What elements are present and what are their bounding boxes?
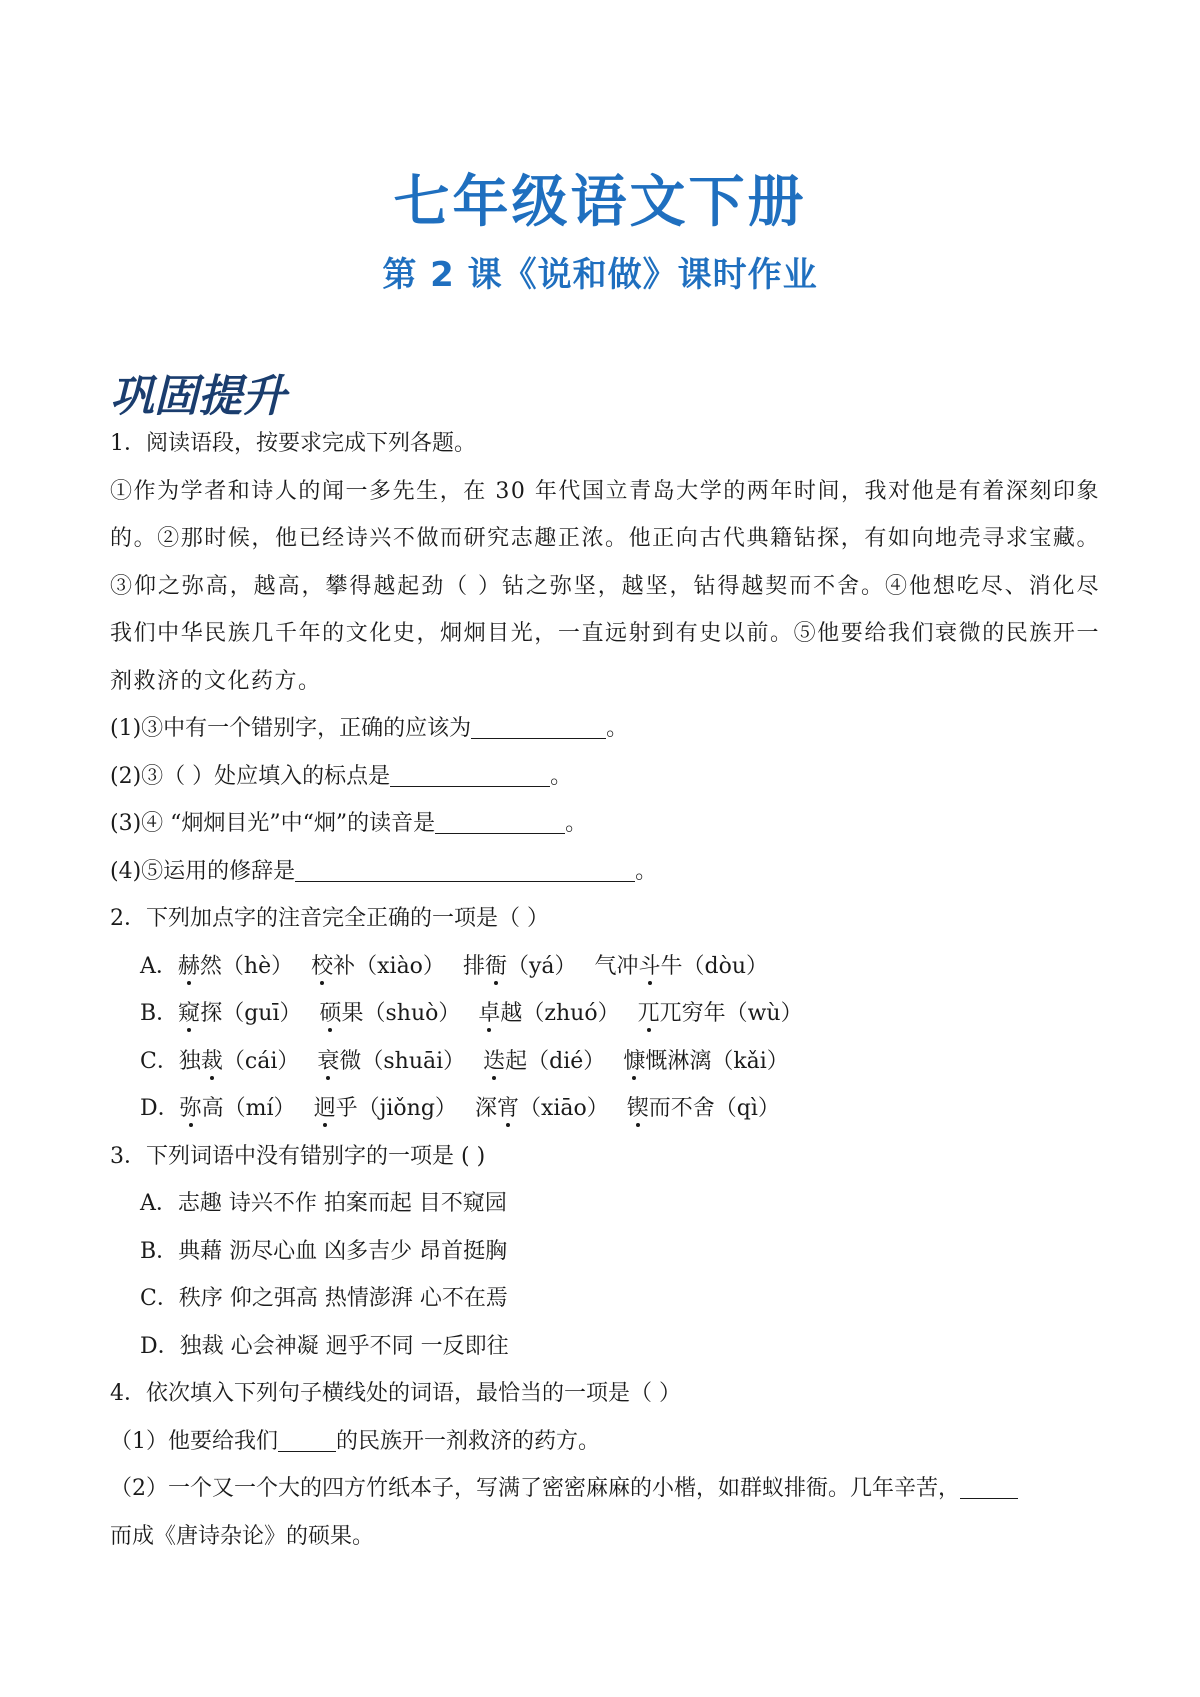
page-subtitle: 第 2 课《说和做》课时作业 bbox=[382, 255, 818, 295]
option-label: B． bbox=[140, 1238, 179, 1264]
q1-sub1-end: 。 bbox=[606, 716, 629, 741]
answer-blank[interactable] bbox=[435, 805, 565, 834]
q1-sub4-text: (4)⑤运用的修辞是 bbox=[110, 858, 296, 884]
option-label: B． bbox=[140, 1001, 179, 1026]
option-word: 兀兀穷年（wù） bbox=[637, 1001, 803, 1026]
emphasis-char: 校 bbox=[311, 953, 334, 979]
emphasis-char: 衰 bbox=[317, 1048, 340, 1074]
q2-option[interactable] bbox=[110, 990, 1100, 1038]
emphasis-char: 赫 bbox=[177, 953, 200, 979]
q3-options bbox=[110, 1180, 1100, 1370]
option-word: 衰微（shuāi） bbox=[317, 1048, 466, 1074]
q4-s1a: （1）他要给我们 bbox=[110, 1428, 278, 1454]
option-word: 排衙（yá） bbox=[462, 953, 577, 979]
q1-sub2 bbox=[110, 753, 1100, 801]
q2-stem: 2．下列加点字的注音完全正确的一项是（ ） bbox=[110, 906, 549, 931]
emphasis-char: 硕 bbox=[319, 1001, 342, 1026]
emphasis-char: 迭 bbox=[483, 1048, 506, 1074]
emphasis-char: 衙 bbox=[484, 953, 507, 979]
q1-passage: ①作为学者和诗人的闻一多先生，在 30 年代国立青岛大学的两年时间，我对他是有着深刻印象的。②那时候，他已经诗兴不做而研究志趣正浓。他正向古代典籍钻探，有如向地壳寻求宝藏。③仰之弥高，越高，攀得越起劲（ ）钻之弥坚，越坚，钻得越契而不舍。④他想吃尽、消化尽我们中华民族几千年的文化史，炯炯目光，一直远射到有史以前。⑤他要给我们衰微的民族开一剂救济的文化药方。 bbox=[110, 478, 1100, 694]
option-word: 硕果（shuò） bbox=[319, 1001, 461, 1026]
answer-blank[interactable] bbox=[390, 758, 550, 787]
questions-body bbox=[110, 420, 1100, 1560]
answer-blank[interactable] bbox=[471, 710, 606, 739]
q3-stem: 3．下列词语中没有错别字的一项是 ( ) bbox=[110, 1143, 486, 1169]
q3-option[interactable] bbox=[110, 1180, 1100, 1228]
option-word: 独裁（cái） bbox=[178, 1048, 300, 1074]
option-word: 弥高（mí） bbox=[179, 1096, 296, 1121]
q4-s2a: （2）一个又一个大的四方竹纸本子，写满了密密麻麻的小楷，如群蚁排衙。几年辛苦， bbox=[110, 1476, 960, 1501]
option-text: 典藉 沥尽心血 凶多吉少 昂首挺胸 bbox=[178, 1238, 508, 1264]
option-text: 独裁 心会神凝 迥乎不同 一反即往 bbox=[179, 1333, 509, 1359]
q1-sub1-text: (1)③中有一个错别字，正确的应该为 bbox=[110, 716, 472, 741]
option-word: 迥乎（jiǒng） bbox=[313, 1096, 457, 1121]
q2-option[interactable] bbox=[110, 1038, 1100, 1086]
q3-option[interactable] bbox=[110, 1323, 1100, 1371]
option-word: 迭起（dié） bbox=[483, 1048, 606, 1074]
option-label: C． bbox=[140, 1048, 179, 1074]
q4-sentence-2 bbox=[110, 1465, 1100, 1513]
emphasis-char: 锲 bbox=[626, 1096, 649, 1121]
q1-sub1 bbox=[110, 705, 1100, 753]
q1-sub3-text: (3)④ “炯炯目光”中“炯”的读音是 bbox=[110, 811, 436, 836]
q1-sub3 bbox=[110, 800, 1100, 848]
q4-stem: 4．依次填入下列句子横线处的词语，最恰当的一项是（ ） bbox=[110, 1381, 681, 1406]
option-word: 窥探（guī） bbox=[178, 1001, 302, 1026]
option-word: 赫然（hè） bbox=[177, 953, 294, 979]
option-word: 慷慨淋漓（kǎi） bbox=[623, 1048, 789, 1074]
q1-sub2-end: 。 bbox=[550, 763, 573, 789]
option-word: 锲而不舍（qì） bbox=[626, 1096, 780, 1121]
q1-sub3-end: 。 bbox=[565, 811, 588, 836]
section-heading: 巩固提升 bbox=[110, 371, 286, 422]
emphasis-char: 卓 bbox=[478, 1001, 501, 1026]
emphasis-char: 兀 bbox=[637, 1001, 660, 1026]
q1-sub2-text: (2)③（ ）处应填入的标点是 bbox=[110, 763, 391, 789]
option-text: 秩序 仰之弭高 热情澎湃 心不在焉 bbox=[178, 1286, 508, 1311]
q2-options bbox=[110, 943, 1100, 1133]
option-label: D． bbox=[140, 1096, 180, 1121]
q4-sentence-2-cont: 而成《唐诗杂论》的硕果。 bbox=[110, 1523, 375, 1549]
q2-option[interactable] bbox=[110, 943, 1100, 991]
emphasis-char: 裁 bbox=[200, 1048, 223, 1074]
q3-option[interactable] bbox=[110, 1275, 1100, 1323]
q2-option[interactable] bbox=[110, 1085, 1100, 1133]
option-label: C． bbox=[140, 1286, 179, 1311]
option-word: 深宵（xiāo） bbox=[474, 1096, 609, 1121]
emphasis-char: 迥 bbox=[313, 1096, 336, 1121]
option-text: 志趣 诗兴不作 拍案而起 目不窥园 bbox=[177, 1191, 507, 1216]
q4-s1b: 的民族开一剂救济的药方。 bbox=[336, 1428, 601, 1454]
page-title: 七年级语文下册 bbox=[393, 170, 807, 235]
emphasis-char: 宵 bbox=[496, 1096, 519, 1121]
option-word: 校补（xiào） bbox=[311, 953, 445, 979]
q1-sub4 bbox=[110, 848, 1100, 896]
emphasis-char: 斗 bbox=[638, 953, 661, 979]
option-label: D． bbox=[140, 1333, 180, 1359]
emphasis-char: 弥 bbox=[179, 1096, 202, 1121]
answer-blank[interactable] bbox=[295, 853, 635, 882]
q3-option[interactable] bbox=[110, 1228, 1100, 1276]
option-label: A． bbox=[140, 1191, 178, 1216]
option-word: 卓越（zhuó） bbox=[478, 1001, 620, 1026]
option-label: A． bbox=[140, 953, 178, 979]
emphasis-char: 窥 bbox=[178, 1001, 201, 1026]
option-word: 气冲斗牛（dòu） bbox=[594, 953, 769, 979]
answer-blank[interactable] bbox=[960, 1470, 1018, 1499]
q1-stem: 1．阅读语段，按要求完成下列各题。 bbox=[110, 431, 476, 456]
answer-blank[interactable] bbox=[278, 1423, 336, 1452]
q1-sub4-end: 。 bbox=[635, 858, 658, 884]
q4-sentence-1 bbox=[110, 1418, 1100, 1466]
emphasis-char: 慷 bbox=[623, 1048, 646, 1074]
